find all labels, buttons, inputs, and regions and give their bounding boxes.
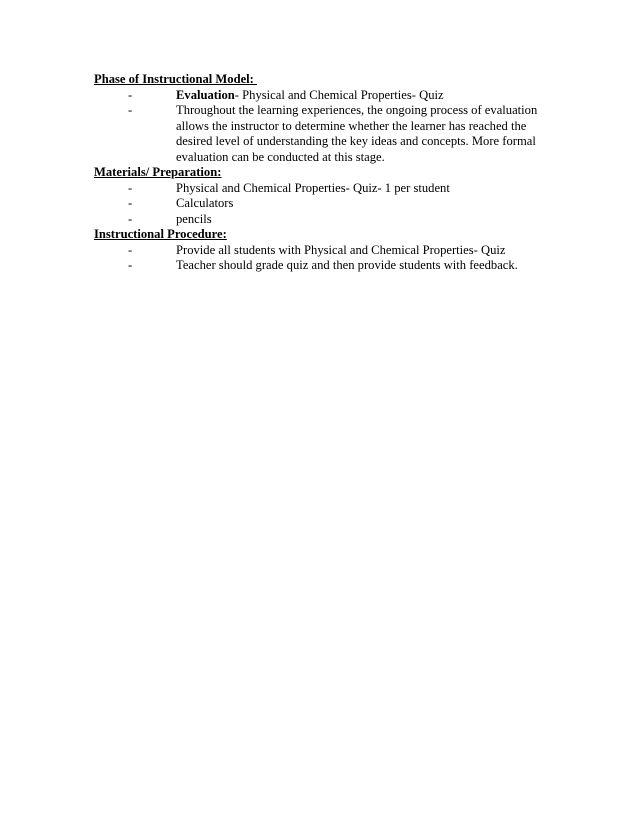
bullet-dash: -	[128, 196, 133, 210]
list-item	[94, 88, 554, 104]
bullet-dash: -	[128, 258, 133, 272]
item-text: Provide all students with Physical and Chemical Properties- Quiz	[176, 242, 506, 257]
item-bold-label: Evaluation	[176, 87, 235, 102]
section-heading: Phase of Instructional Model:	[94, 72, 258, 86]
bullet-dash: -	[128, 242, 133, 257]
bullet-dash: -	[128, 211, 133, 226]
item-text: Calculators	[176, 196, 234, 210]
section-heading: Instructional Procedure:	[94, 227, 227, 241]
item-text: Teacher should grade quiz and then provide students with feedback.	[176, 258, 518, 272]
list-item	[94, 212, 554, 228]
bullet-dash: -	[128, 103, 133, 117]
list-item	[94, 181, 554, 197]
list-item	[94, 243, 554, 259]
item-text: - Physical and Chemical Properties- Quiz	[234, 87, 444, 102]
item-text: pencils	[176, 211, 212, 226]
list-item	[94, 196, 554, 212]
section-heading: Materials/ Preparation:	[94, 165, 222, 179]
list-item	[94, 103, 554, 165]
section-phase-of-instructional-model	[94, 72, 554, 165]
item-text: Physical and Chemical Properties- Quiz- 1 per student	[176, 180, 450, 195]
section-instructional-procedure	[94, 227, 554, 274]
item-text: Throughout the learning experiences, the ongoing process of evaluation allows the instructor to determine whether the learner has reached the desired level of understanding the key ideas and concepts. More formal evaluation can be conducted at this stage.	[176, 103, 538, 164]
list-item	[94, 258, 554, 274]
section-materials-preparation	[94, 165, 554, 227]
bullet-dash: -	[128, 180, 133, 195]
bullet-dash: -	[128, 87, 133, 102]
document-content	[94, 72, 554, 274]
